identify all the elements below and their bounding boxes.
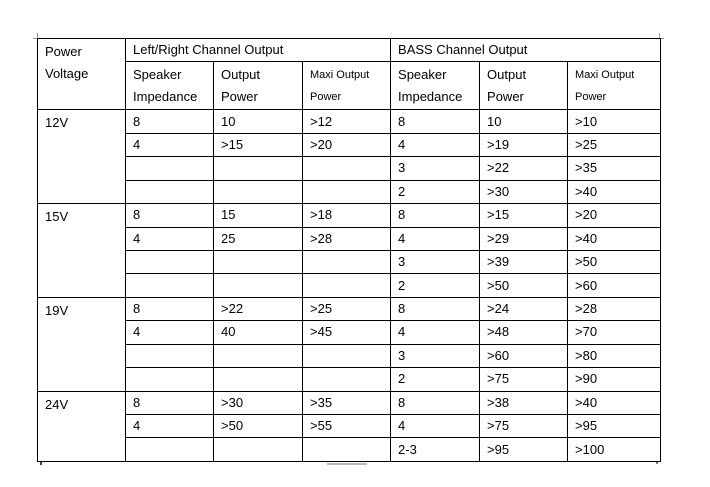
cell-lr-speaker-impedance: 4 [126, 133, 214, 156]
cell-lr-maxi-output-power: >28 [303, 227, 391, 250]
cell-lr-speaker-impedance: 8 [126, 204, 214, 227]
voltage-cell: 24V [38, 391, 126, 461]
table-row [38, 391, 661, 414]
cell-bass-output-power: >38 [480, 391, 568, 414]
cell-lr-maxi-output-power [303, 180, 391, 203]
cell-lr-output-power [214, 438, 303, 462]
cell-bass-output-power: >75 [480, 368, 568, 391]
header-row-group [38, 39, 661, 62]
cell-lr-output-power [214, 157, 303, 180]
cell-bass-maxi-output-power: >70 [568, 321, 661, 344]
table-row [38, 438, 661, 462]
cell-lr-speaker-impedance [126, 180, 214, 203]
page-corner-mark [656, 462, 658, 464]
cell-lr-output-power [214, 344, 303, 367]
cell-bass-maxi-output-power: >20 [568, 204, 661, 227]
cell-bass-output-power: >60 [480, 344, 568, 367]
table-row [38, 250, 661, 273]
cell-lr-output-power [214, 274, 303, 297]
header-bass-maxi-output-power: Maxi Output Power [568, 62, 661, 110]
cell-bass-output-power: >24 [480, 297, 568, 320]
cell-lr-output-power [214, 250, 303, 273]
cell-bass-output-power: >22 [480, 157, 568, 180]
cell-bass-output-power: >15 [480, 204, 568, 227]
cell-lr-maxi-output-power: >45 [303, 321, 391, 344]
cell-bass-maxi-output-power: >50 [568, 250, 661, 273]
page-footer-mark [327, 463, 367, 465]
cell-lr-speaker-impedance [126, 438, 214, 462]
cell-lr-output-power: >15 [214, 133, 303, 156]
cell-lr-maxi-output-power [303, 274, 391, 297]
table-row [38, 180, 661, 203]
table-row [38, 274, 661, 297]
cell-lr-speaker-impedance: 4 [126, 415, 214, 438]
table-row [38, 344, 661, 367]
cell-bass-speaker-impedance: 4 [391, 321, 480, 344]
voltage-cell: 19V [38, 297, 126, 391]
cell-bass-speaker-impedance: 4 [391, 133, 480, 156]
cell-lr-maxi-output-power: >55 [303, 415, 391, 438]
cell-lr-speaker-impedance: 8 [126, 391, 214, 414]
header-power-voltage: Power Voltage [38, 39, 126, 110]
cell-lr-maxi-output-power: >25 [303, 297, 391, 320]
cell-bass-output-power: >39 [480, 250, 568, 273]
cell-lr-speaker-impedance: 8 [126, 297, 214, 320]
cell-lr-maxi-output-power [303, 368, 391, 391]
cell-bass-speaker-impedance: 2 [391, 180, 480, 203]
cell-bass-maxi-output-power: >90 [568, 368, 661, 391]
cell-bass-output-power: >50 [480, 274, 568, 297]
cell-lr-maxi-output-power: >35 [303, 391, 391, 414]
power-spec-table [37, 38, 661, 462]
cell-lr-maxi-output-power: >18 [303, 204, 391, 227]
cell-bass-speaker-impedance: 2 [391, 274, 480, 297]
cell-bass-output-power: >75 [480, 415, 568, 438]
cell-bass-maxi-output-power: >40 [568, 180, 661, 203]
cell-lr-output-power: >22 [214, 297, 303, 320]
cell-lr-maxi-output-power: >12 [303, 110, 391, 133]
cell-bass-output-power: >19 [480, 133, 568, 156]
table-row [38, 321, 661, 344]
voltage-cell: 12V [38, 110, 126, 204]
cell-lr-maxi-output-power: >20 [303, 133, 391, 156]
cell-lr-speaker-impedance [126, 368, 214, 391]
cell-bass-speaker-impedance: 8 [391, 391, 480, 414]
cell-lr-maxi-output-power [303, 344, 391, 367]
cell-bass-speaker-impedance: 4 [391, 415, 480, 438]
cell-lr-output-power: 40 [214, 321, 303, 344]
cell-lr-output-power [214, 180, 303, 203]
table-row [38, 204, 661, 227]
cell-bass-maxi-output-power: >35 [568, 157, 661, 180]
cell-bass-speaker-impedance: 2-3 [391, 438, 480, 462]
cell-bass-maxi-output-power: >80 [568, 344, 661, 367]
cell-lr-output-power: 15 [214, 204, 303, 227]
table-row [38, 368, 661, 391]
table-row [38, 415, 661, 438]
cell-bass-maxi-output-power: >100 [568, 438, 661, 462]
cell-bass-maxi-output-power: >25 [568, 133, 661, 156]
header-bass-speaker-impedance: Speaker Impedance [391, 62, 480, 110]
header-lr-output-power: Output Power [214, 62, 303, 110]
cell-bass-output-power: >30 [480, 180, 568, 203]
cell-bass-output-power: 10 [480, 110, 568, 133]
cell-bass-speaker-impedance: 3 [391, 157, 480, 180]
cell-lr-maxi-output-power [303, 250, 391, 273]
cell-bass-maxi-output-power: >95 [568, 415, 661, 438]
header-lr-maxi-output-power: Maxi Output Power [303, 62, 391, 110]
cell-lr-output-power: 25 [214, 227, 303, 250]
page-corner-mark [40, 462, 42, 465]
cell-lr-speaker-impedance [126, 250, 214, 273]
table-row [38, 133, 661, 156]
header-row-columns [38, 62, 661, 110]
cell-bass-output-power: >29 [480, 227, 568, 250]
cell-bass-output-power: >95 [480, 438, 568, 462]
voltage-cell: 15V [38, 204, 126, 298]
table-row [38, 110, 661, 133]
cell-lr-speaker-impedance [126, 344, 214, 367]
header-bass-output-power: Output Power [480, 62, 568, 110]
cell-bass-speaker-impedance: 8 [391, 110, 480, 133]
cell-bass-maxi-output-power: >10 [568, 110, 661, 133]
cell-bass-output-power: >48 [480, 321, 568, 344]
cell-lr-maxi-output-power [303, 438, 391, 462]
cell-lr-speaker-impedance: 4 [126, 321, 214, 344]
table-row [38, 227, 661, 250]
header-bass-channel-output: BASS Channel Output [391, 39, 661, 62]
cell-bass-maxi-output-power: >28 [568, 297, 661, 320]
cell-lr-output-power [214, 368, 303, 391]
cell-bass-speaker-impedance: 3 [391, 250, 480, 273]
cell-bass-speaker-impedance: 8 [391, 204, 480, 227]
cell-bass-maxi-output-power: >40 [568, 391, 661, 414]
cell-bass-speaker-impedance: 4 [391, 227, 480, 250]
table-row [38, 297, 661, 320]
cell-lr-speaker-impedance: 8 [126, 110, 214, 133]
header-lr-speaker-impedance: Speaker Impedance [126, 62, 214, 110]
cell-lr-speaker-impedance: 4 [126, 227, 214, 250]
cell-lr-speaker-impedance [126, 274, 214, 297]
cell-bass-maxi-output-power: >60 [568, 274, 661, 297]
cell-lr-output-power: >50 [214, 415, 303, 438]
cell-bass-maxi-output-power: >40 [568, 227, 661, 250]
header-lr-channel-output: Left/Right Channel Output [126, 39, 391, 62]
cell-lr-speaker-impedance [126, 157, 214, 180]
cell-bass-speaker-impedance: 8 [391, 297, 480, 320]
cell-bass-speaker-impedance: 3 [391, 344, 480, 367]
cell-lr-output-power: 10 [214, 110, 303, 133]
cell-lr-maxi-output-power [303, 157, 391, 180]
cell-bass-speaker-impedance: 2 [391, 368, 480, 391]
cell-lr-output-power: >30 [214, 391, 303, 414]
table-row [38, 157, 661, 180]
